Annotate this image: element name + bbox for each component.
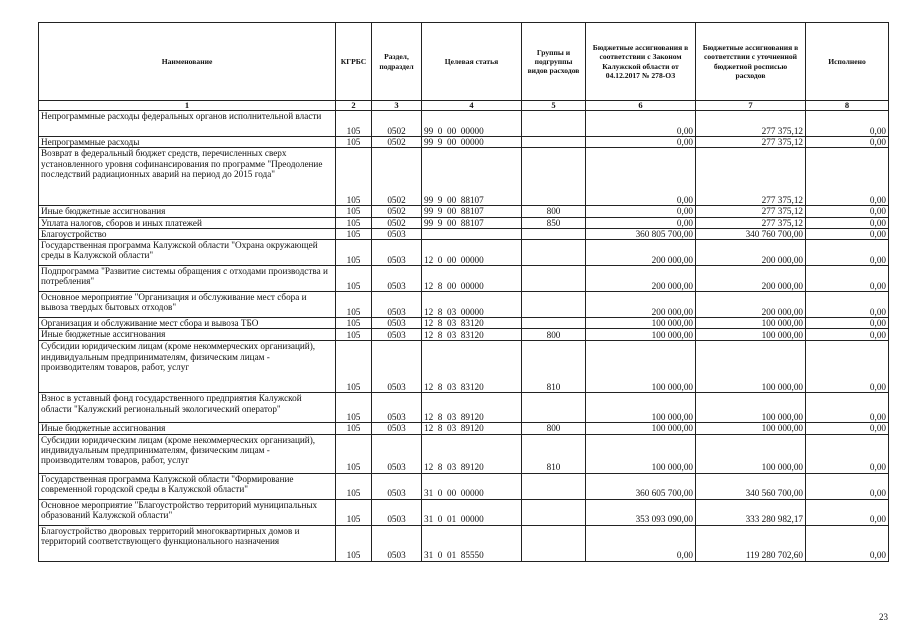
table-row — [39, 499, 889, 525]
header-stat: Целевая статья — [422, 23, 522, 101]
table-cell-target-article: 99 9 00 00000 — [422, 137, 522, 148]
table-cell-razdel: 0503 — [372, 525, 422, 561]
table-cell-razdel: 0503 — [372, 499, 422, 525]
table-cell-target-article: 12 8 03 83120 — [422, 329, 522, 341]
header-adj: Бюджетные ассигнования в соответствии с уточненной бюджетной росписью расходов — [696, 23, 806, 101]
table-cell-kgrbs: 105 — [336, 341, 372, 393]
table-body — [39, 111, 889, 562]
table-cell-name: Субсидии юридическим лицам (кроме некоммерческих организаций), индивидуальным предпринимателям, физическим лицам - производителям товаров, работ, услуг — [39, 341, 336, 393]
table-row — [39, 318, 889, 329]
column-number: 2 — [336, 101, 372, 111]
table-cell-adjusted-allocation: 277 375,12 — [696, 111, 806, 137]
table-cell-executed: 0,00 — [806, 434, 889, 473]
table-cell-name: Иные бюджетные ассигнования — [39, 329, 336, 341]
table-cell-target-article: 99 9 00 88107 — [422, 148, 522, 206]
table-cell-target-article: 99 9 00 88107 — [422, 217, 522, 228]
table-cell-kgrbs: 105 — [336, 217, 372, 228]
table-row — [39, 473, 889, 499]
header-razdel: Раздел, подраздел — [372, 23, 422, 101]
table-row — [39, 329, 889, 341]
table-cell-name: Основное мероприятие "Благоустройство территорий муниципальных образований Калужской области" — [39, 499, 336, 525]
column-number: 5 — [522, 101, 586, 111]
table-cell-kgrbs: 105 — [336, 206, 372, 217]
table-cell-kgrbs: 105 — [336, 240, 372, 266]
table-row — [39, 423, 889, 434]
table-cell-law-allocation: 100 000,00 — [586, 393, 696, 423]
table-cell-name: Государственная программа Калужской области "Охрана окружающей среды в Калужской области" — [39, 240, 336, 266]
table-cell-target-article: 99 0 00 00000 — [422, 111, 522, 137]
column-number: 6 — [586, 101, 696, 111]
column-number-row — [39, 101, 889, 111]
table-cell-razdel: 0503 — [372, 318, 422, 329]
table-cell-adjusted-allocation: 340 560 700,00 — [696, 473, 806, 499]
table-cell-expense-group — [522, 393, 586, 423]
table-row — [39, 240, 889, 266]
table-cell-kgrbs: 105 — [336, 228, 372, 239]
table-cell-adjusted-allocation: 277 375,12 — [696, 148, 806, 206]
column-number: 7 — [696, 101, 806, 111]
table-cell-executed: 0,00 — [806, 525, 889, 561]
table-row — [39, 148, 889, 206]
header-exec: Исполнено — [806, 23, 889, 101]
table-cell-law-allocation: 200 000,00 — [586, 240, 696, 266]
table-row — [39, 228, 889, 239]
table-cell-expense-group — [522, 111, 586, 137]
table-cell-expense-group — [522, 292, 586, 318]
table-cell-law-allocation: 100 000,00 — [586, 434, 696, 473]
table-cell-law-allocation: 360 805 700,00 — [586, 228, 696, 239]
table-cell-kgrbs: 105 — [336, 111, 372, 137]
table-cell-razdel: 0503 — [372, 240, 422, 266]
table-row — [39, 341, 889, 393]
table-cell-adjusted-allocation: 100 000,00 — [696, 393, 806, 423]
table-cell-expense-group — [522, 318, 586, 329]
table-cell-law-allocation: 100 000,00 — [586, 423, 696, 434]
table-cell-expense-group: 800 — [522, 329, 586, 341]
table-cell-law-allocation: 360 605 700,00 — [586, 473, 696, 499]
table-cell-razdel: 0503 — [372, 266, 422, 292]
table-cell-target-article — [422, 228, 522, 239]
table-cell-adjusted-allocation: 277 375,12 — [696, 137, 806, 148]
table-cell-target-article: 12 8 03 89120 — [422, 434, 522, 473]
table-row — [39, 393, 889, 423]
table-cell-executed: 0,00 — [806, 148, 889, 206]
table-cell-executed: 0,00 — [806, 292, 889, 318]
table-cell-target-article: 12 8 03 89120 — [422, 393, 522, 423]
table-cell-expense-group — [522, 499, 586, 525]
table-cell-expense-group — [522, 525, 586, 561]
table-cell-razdel: 0502 — [372, 206, 422, 217]
table-cell-law-allocation: 0,00 — [586, 111, 696, 137]
table-cell-law-allocation: 0,00 — [586, 206, 696, 217]
table-cell-kgrbs: 105 — [336, 393, 372, 423]
table-cell-executed: 0,00 — [806, 499, 889, 525]
table-cell-executed: 0,00 — [806, 473, 889, 499]
table-cell-expense-group: 810 — [522, 434, 586, 473]
column-number: 3 — [372, 101, 422, 111]
budget-table — [38, 22, 889, 562]
table-cell-expense-group: 800 — [522, 423, 586, 434]
table-cell-executed: 0,00 — [806, 217, 889, 228]
table-row — [39, 525, 889, 561]
table-cell-expense-group — [522, 228, 586, 239]
table-row — [39, 292, 889, 318]
table-cell-adjusted-allocation: 100 000,00 — [696, 423, 806, 434]
table-cell-expense-group: 850 — [522, 217, 586, 228]
table-cell-executed: 0,00 — [806, 318, 889, 329]
table-cell-name: Основное мероприятие "Организация и обслуживание мест сбора и вывоза твердых бытовых отходов" — [39, 292, 336, 318]
table-cell-adjusted-allocation: 277 375,12 — [696, 217, 806, 228]
table-cell-razdel: 0503 — [372, 393, 422, 423]
table-cell-name: Возврат в федеральный бюджет средств, перечисленных сверх установленного уровня софинансирования по программе "Преодоление последствий радиационных аварий на период до 2015 года" — [39, 148, 336, 206]
table-cell-target-article: 31 0 01 00000 — [422, 499, 522, 525]
table-cell-adjusted-allocation: 333 280 982,17 — [696, 499, 806, 525]
table-cell-expense-group: 800 — [522, 206, 586, 217]
table-cell-target-article: 12 0 00 00000 — [422, 240, 522, 266]
table-cell-kgrbs: 105 — [336, 266, 372, 292]
column-number: 4 — [422, 101, 522, 111]
table-cell-executed: 0,00 — [806, 266, 889, 292]
table-cell-executed: 0,00 — [806, 329, 889, 341]
table-cell-law-allocation: 0,00 — [586, 525, 696, 561]
table-row — [39, 266, 889, 292]
table-row — [39, 217, 889, 228]
table-cell-razdel: 0503 — [372, 423, 422, 434]
table-cell-name: Организация и обслуживание мест сбора и вывоза ТБО — [39, 318, 336, 329]
table-cell-target-article: 99 9 00 88107 — [422, 206, 522, 217]
table-cell-kgrbs: 105 — [336, 148, 372, 206]
table-cell-kgrbs: 105 — [336, 473, 372, 499]
table-cell-executed: 0,00 — [806, 240, 889, 266]
table-cell-kgrbs: 105 — [336, 137, 372, 148]
table-cell-adjusted-allocation: 200 000,00 — [696, 266, 806, 292]
table-cell-name: Иные бюджетные ассигнования — [39, 206, 336, 217]
table-cell-law-allocation: 100 000,00 — [586, 341, 696, 393]
header-name: Наименование — [39, 23, 336, 101]
table-cell-target-article: 12 8 03 83120 — [422, 341, 522, 393]
table-cell-kgrbs: 105 — [336, 329, 372, 341]
table-cell-adjusted-allocation: 100 000,00 — [696, 434, 806, 473]
table-cell-law-allocation: 200 000,00 — [586, 292, 696, 318]
table-cell-razdel: 0503 — [372, 292, 422, 318]
table-cell-name: Взнос в уставный фонд государственного предприятия Калужской области "Калужский региональный экологический оператор" — [39, 393, 336, 423]
table-cell-expense-group — [522, 266, 586, 292]
table-cell-executed: 0,00 — [806, 137, 889, 148]
table-cell-executed: 0,00 — [806, 228, 889, 239]
table-cell-razdel: 0503 — [372, 341, 422, 393]
page-number: 23 — [879, 612, 888, 622]
table-row — [39, 206, 889, 217]
table-cell-expense-group — [522, 148, 586, 206]
table-row — [39, 434, 889, 473]
table-cell-adjusted-allocation: 119 280 702,60 — [696, 525, 806, 561]
table-cell-executed: 0,00 — [806, 423, 889, 434]
table-cell-law-allocation: 200 000,00 — [586, 266, 696, 292]
table-cell-razdel: 0503 — [372, 473, 422, 499]
table-cell-razdel: 0502 — [372, 148, 422, 206]
table-cell-adjusted-allocation: 340 760 700,00 — [696, 228, 806, 239]
table-cell-razdel: 0502 — [372, 111, 422, 137]
table-cell-razdel: 0503 — [372, 228, 422, 239]
table-cell-law-allocation: 100 000,00 — [586, 318, 696, 329]
header-kgrbs: КГРБС — [336, 23, 372, 101]
table-cell-name: Подпрограмма "Развитие системы обращения с отходами производства и потребления" — [39, 266, 336, 292]
table-cell-name: Благоустройство — [39, 228, 336, 239]
table-cell-razdel: 0502 — [372, 137, 422, 148]
table-cell-expense-group — [522, 137, 586, 148]
table-cell-law-allocation: 353 093 090,00 — [586, 499, 696, 525]
table-row — [39, 137, 889, 148]
table-header-row — [39, 23, 889, 101]
table-row — [39, 111, 889, 137]
table-cell-kgrbs: 105 — [336, 434, 372, 473]
table-cell-law-allocation: 0,00 — [586, 137, 696, 148]
table-cell-adjusted-allocation: 200 000,00 — [696, 292, 806, 318]
table-cell-name: Субсидии юридическим лицам (кроме некоммерческих организаций), индивидуальным предпринимателям, физическим лицам - производителям товаров, работ, услуг — [39, 434, 336, 473]
table-cell-kgrbs: 105 — [336, 525, 372, 561]
table-cell-name: Государственная программа Калужской области "Формирование современной городской среды в Калужской области" — [39, 473, 336, 499]
table-cell-target-article: 31 0 00 00000 — [422, 473, 522, 499]
table-cell-target-article: 31 0 01 85550 — [422, 525, 522, 561]
table-cell-target-article: 12 8 00 00000 — [422, 266, 522, 292]
table-cell-target-article: 12 8 03 00000 — [422, 292, 522, 318]
table-cell-adjusted-allocation: 200 000,00 — [696, 240, 806, 266]
table-cell-name: Иные бюджетные ассигнования — [39, 423, 336, 434]
table-cell-razdel: 0503 — [372, 329, 422, 341]
table-cell-target-article: 12 8 03 89120 — [422, 423, 522, 434]
header-law: Бюджетные ассигнования в соответствии с Законом Калужской области от 04.12.2017 № 278-ОЗ — [586, 23, 696, 101]
table-cell-name: Благоустройство дворовых территорий многоквартирных домов и территорий соответствующего функционального назначения — [39, 525, 336, 561]
table-cell-executed: 0,00 — [806, 111, 889, 137]
table-cell-kgrbs: 105 — [336, 292, 372, 318]
column-number: 8 — [806, 101, 889, 111]
table-cell-kgrbs: 105 — [336, 318, 372, 329]
table-cell-adjusted-allocation: 100 000,00 — [696, 329, 806, 341]
table-cell-adjusted-allocation: 277 375,12 — [696, 206, 806, 217]
column-number: 1 — [39, 101, 336, 111]
table-cell-executed: 0,00 — [806, 341, 889, 393]
table-cell-kgrbs: 105 — [336, 499, 372, 525]
table-cell-expense-group — [522, 473, 586, 499]
table-cell-kgrbs: 105 — [336, 423, 372, 434]
header-group: Группы и подгруппы видов расходов — [522, 23, 586, 101]
table-cell-adjusted-allocation: 100 000,00 — [696, 341, 806, 393]
table-cell-expense-group — [522, 240, 586, 266]
table-cell-expense-group: 810 — [522, 341, 586, 393]
table-cell-name: Непрограммные расходы — [39, 137, 336, 148]
table-cell-razdel: 0502 — [372, 217, 422, 228]
table-cell-law-allocation: 0,00 — [586, 217, 696, 228]
table-cell-adjusted-allocation: 100 000,00 — [696, 318, 806, 329]
table-cell-name: Уплата налогов, сборов и иных платежей — [39, 217, 336, 228]
table-cell-law-allocation: 100 000,00 — [586, 329, 696, 341]
table-cell-executed: 0,00 — [806, 206, 889, 217]
table-cell-target-article: 12 8 03 83120 — [422, 318, 522, 329]
table-cell-razdel: 0503 — [372, 434, 422, 473]
table-cell-law-allocation: 0,00 — [586, 148, 696, 206]
table-cell-executed: 0,00 — [806, 393, 889, 423]
table-cell-name: Непрограммные расходы федеральных органов исполнительной власти — [39, 111, 336, 137]
